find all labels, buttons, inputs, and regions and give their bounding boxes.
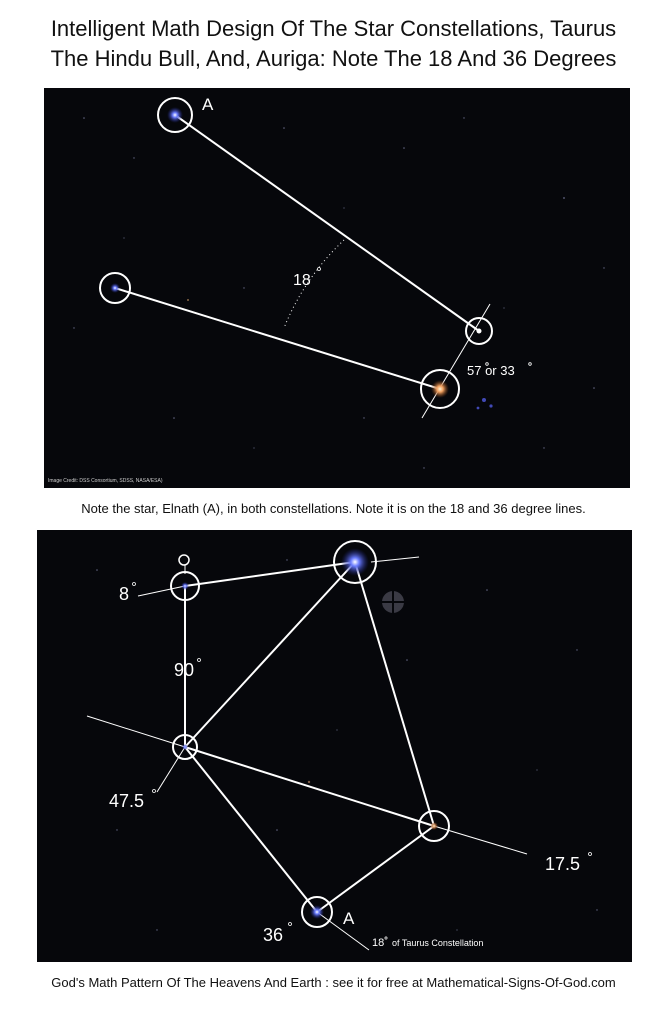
angle-17-5-label: 17.5: [545, 854, 581, 874]
auriga-star-chart: [44, 88, 630, 488]
angle-57-33-label: 57 or 33: [467, 363, 515, 378]
left-star-marker: [100, 273, 130, 303]
auriga-lower-line: [115, 288, 440, 389]
background-stars: [73, 117, 604, 469]
star-A-marker: [302, 897, 332, 927]
right-vertex-star-marker: [419, 811, 449, 841]
image-credit: Image Credit: DSS Consortium, SDSS, NASA/ESA): [48, 478, 163, 484]
main-lines: [185, 562, 434, 912]
star-A-label: A: [202, 95, 214, 114]
auriga-upper-line: [175, 115, 479, 331]
faint-galaxy: [382, 591, 404, 613]
angle-90-label: 90: [174, 660, 195, 680]
auriga-diagram: [44, 88, 630, 488]
star-A-label: A: [343, 909, 355, 928]
small-top-star-marker: [179, 555, 189, 565]
title-line-1: Intelligent Math Design Of The Star Constellations, Taurus: [50, 16, 617, 41]
taurus-note-text: of Taurus Constellation: [392, 938, 484, 948]
angle-36-label: 36: [263, 925, 284, 945]
bright-star-marker: [334, 541, 376, 583]
taurus-note-number: 18: [372, 937, 385, 949]
orange-star-marker: [421, 370, 459, 408]
degree-sign-17-5: [589, 853, 592, 856]
caption-elnath-note: Note the star, Elnath (A), in both constellations. Note it is on the 18 and 36 degree lines.: [81, 501, 586, 516]
degree-sign-47-5: [153, 790, 156, 793]
extension-line-8: [138, 586, 185, 596]
title-line-2: The Hindu Bull, And, Auriga: Note The 18 And 36 Degrees: [50, 46, 617, 71]
angle-8-label: 8: [119, 584, 130, 604]
angle-47-5-label: 47.5: [109, 791, 145, 811]
extension-line-top-star: [371, 557, 419, 562]
caption-footer: God's Math Pattern Of The Heavens And Earth : see it for free at Mathematical-Signs-Of-God.com: [51, 975, 616, 990]
degree-sign-33: [529, 363, 532, 366]
page-title: [0, 14, 667, 74]
extension-line-47: [87, 716, 185, 747]
taurus-star-chart: [37, 530, 632, 962]
degree-sign-taurus: [385, 937, 387, 939]
degree-sign-36: [289, 923, 292, 926]
degree-sign-90: [198, 659, 201, 662]
degree-sign-8: [133, 583, 136, 586]
degree-sign-18: [318, 268, 321, 271]
taurus-diagram: [37, 530, 632, 962]
angle-18-label: 18: [293, 272, 311, 289]
extension-line-47-lower: [157, 747, 185, 792]
background-stars: [96, 559, 598, 930]
star-A-marker: [158, 98, 192, 132]
